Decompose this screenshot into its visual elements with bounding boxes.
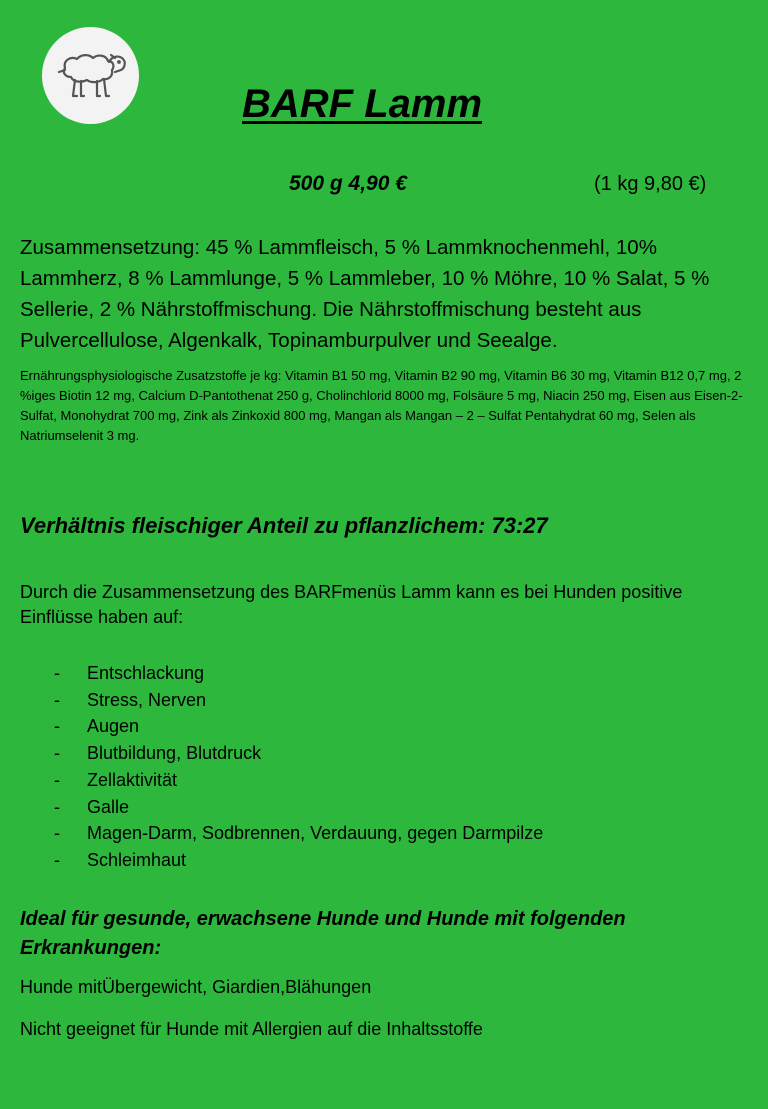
price: 500 g 4,90 € xyxy=(289,172,407,195)
list-item-label: Augen xyxy=(87,716,140,737)
list-item-label: Schleimhaut xyxy=(87,849,187,870)
page-title: BARF Lamm xyxy=(242,82,483,126)
list-dash: - xyxy=(54,823,60,844)
list-dash: - xyxy=(54,743,60,764)
list-dash: - xyxy=(54,716,60,737)
list-item-label: Blutbildung, Blutdruck xyxy=(87,743,262,764)
logo-circle xyxy=(42,27,139,124)
list-dash: - xyxy=(54,849,60,870)
benefits-list xyxy=(20,660,740,874)
list-item xyxy=(20,687,740,714)
list-item-label: Stress, Nerven xyxy=(87,689,207,710)
ideal-heading: Ideal für gesunde, erwachsene Hunde und Hunde mit folgenden Erkrankungen: xyxy=(20,908,626,959)
list-item xyxy=(20,767,740,794)
unit-price: (1 kg 9,80 €) xyxy=(594,173,707,195)
list-item xyxy=(20,820,740,847)
composition-text: Zusammensetzung: 45 % Lammfleisch, 5 % Lammknochenmehl, 10% Lammherz, 8 % Lammlunge, 5 % Lammleber, 10 % Möhre, 10 % Salat, 5 % Sellerie, 2 % Nährstoffmischung. Die Nährstoffmischung besteht aus Pulvercellulose, Algenkalk, Topinamburpulver und Seealge. xyxy=(20,236,710,352)
additives-text: Ernährungsphysiologische Zusatzstoffe je kg: Vitamin B1 50 mg, Vitamin B2 90 mg, Vitamin B6 30 mg, Vitamin B12 0,7 mg, 2 %iges Biotin 12 mg, Calcium D-Pantothenat 250 g, Cholinchlorid 8000 mg, Folsäure 5 mg, Niacin 250 mg, Eisen aus Eisen-2-Sulfat, Monohydrat 700 mg, Zink als Zinkoxid 800 mg, Mangan als Mangan – 2 – Sulfat Pentahydrat 60 mg, Selen als Natriumselenit 3 mg. xyxy=(20,368,743,443)
list-item xyxy=(20,713,740,740)
list-item-label: Zellaktivität xyxy=(87,769,178,790)
sheep-icon xyxy=(51,46,131,106)
list-item-label: Galle xyxy=(87,796,130,817)
list-item xyxy=(20,847,740,874)
list-item xyxy=(20,740,740,767)
list-dash: - xyxy=(54,689,60,710)
list-item-label: Entschlackung xyxy=(87,663,205,683)
list-item xyxy=(20,660,740,687)
list-item xyxy=(20,794,740,821)
conditions-text: Hunde mitÜbergewicht, Giardien,Blähungen xyxy=(20,977,372,997)
list-dash: - xyxy=(54,796,60,817)
not-suited-text: Nicht geeignet für Hunde mit Allergien auf die Inhaltsstoffe xyxy=(20,1019,483,1039)
list-item-label: Magen-Darm, Sodbrennen, Verdauung, gegen Darmpilze xyxy=(87,823,544,844)
list-dash: - xyxy=(54,663,60,683)
ratio-heading: Verhältnis fleischiger Anteil zu pflanzlichem: 73:27 xyxy=(20,513,548,538)
intro-text: Durch die Zusammensetzung des BARFmenüs Lamm kann es bei Hunden positive Einflüsse haben auf: xyxy=(20,582,683,627)
list-dash: - xyxy=(54,769,60,790)
